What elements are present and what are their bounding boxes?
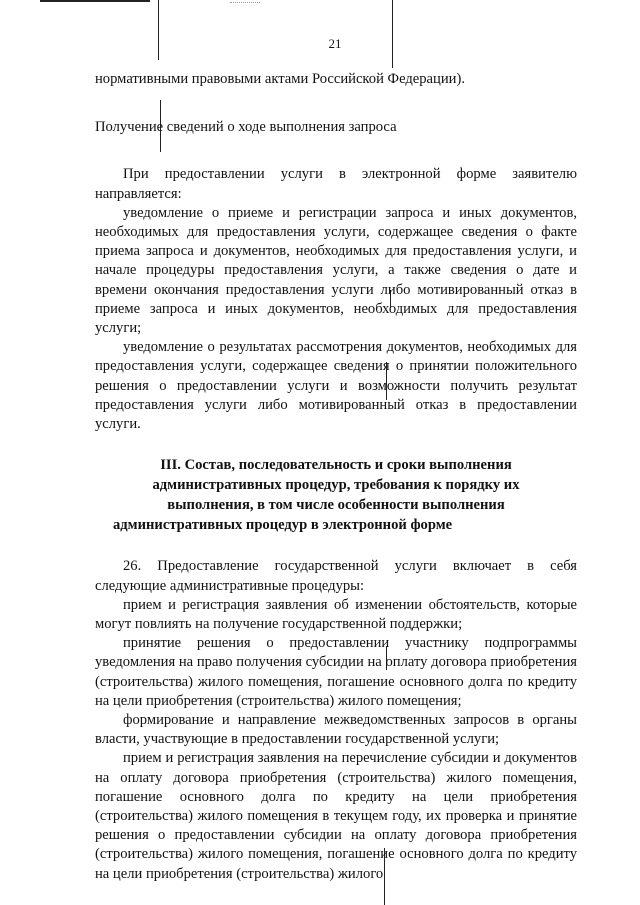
scan-artifact-line [392, 0, 393, 68]
scan-artifact-dots [230, 2, 260, 7]
paragraph: 26. Предоставление государственной услуги включает в себя следующие административные процедуры: [95, 558, 577, 594]
subheading: Получение сведений о ходе выполнения запроса [95, 119, 397, 136]
paragraph: При предоставлении услуги в электронной форме заявителю направляется: [95, 166, 577, 202]
document-body [95, 70, 577, 884]
intro-line: нормативными правовыми актами Российской Федерации). [95, 71, 465, 87]
paragraph: принятие решения о предоставлении участнику подпрограммы уведомления на право получения субсидии на оплату договора приобретения (строительства) жилого помещения, погашение основного долга по кредиту на цели приобретения (строительства) жилого помещения; [95, 635, 577, 709]
paragraph: уведомление о результатах рассмотрения документов, необходимых для предоставления услуги, содержащее сведения о принятии положительного решения о предоставлении услуги и возможности получить результат предоставления услуги либо мотивированный отказ в предоставлении услуги. [95, 339, 577, 433]
paragraph: прием и регистрация заявления об изменении обстоятельств, которые могут повлиять на получение государственной поддержки; [95, 596, 577, 633]
page-number: 21 [328, 36, 342, 51]
paragraph: формирование и направление межведомственных запросов в органы власти, участвующие в предоставлении государственной услуги; [95, 712, 577, 748]
section-title: III. Состав, последовательность и сроки выполнения административных процедур, требования к порядку их выполнения, в том числе особенности выполнения административных процедур в электронной форме [113, 457, 520, 533]
scan-artifact-top [40, 0, 150, 6]
paragraph: прием и регистрация заявления на перечисление субсидии и документов на оплату договора приобретения (строительства) жилого помещения, погашение основного долга по кредиту на цели приобретения (строительства) жилого помещения в текущем году, их проверка и принятие решения о предоставлении субсидии на оплату договора приобретения (строительства) жилого помещения, погашение основного долга по кредиту на цели приобретения (строительства) жилого [95, 750, 577, 882]
paragraph: уведомление о приеме и регистрации запроса и иных документов, необходимых для предоставления услуги, содержащее сведения о факте приема запроса и документов, необходимых для предоставления услуги, и начале процедуры предоставления услуги, а также сведения о дате и времени окончания предоставления услуги либо мотивированный отказ в приеме запроса и иных документов, необходимых для предоставления услуги; [95, 204, 577, 337]
